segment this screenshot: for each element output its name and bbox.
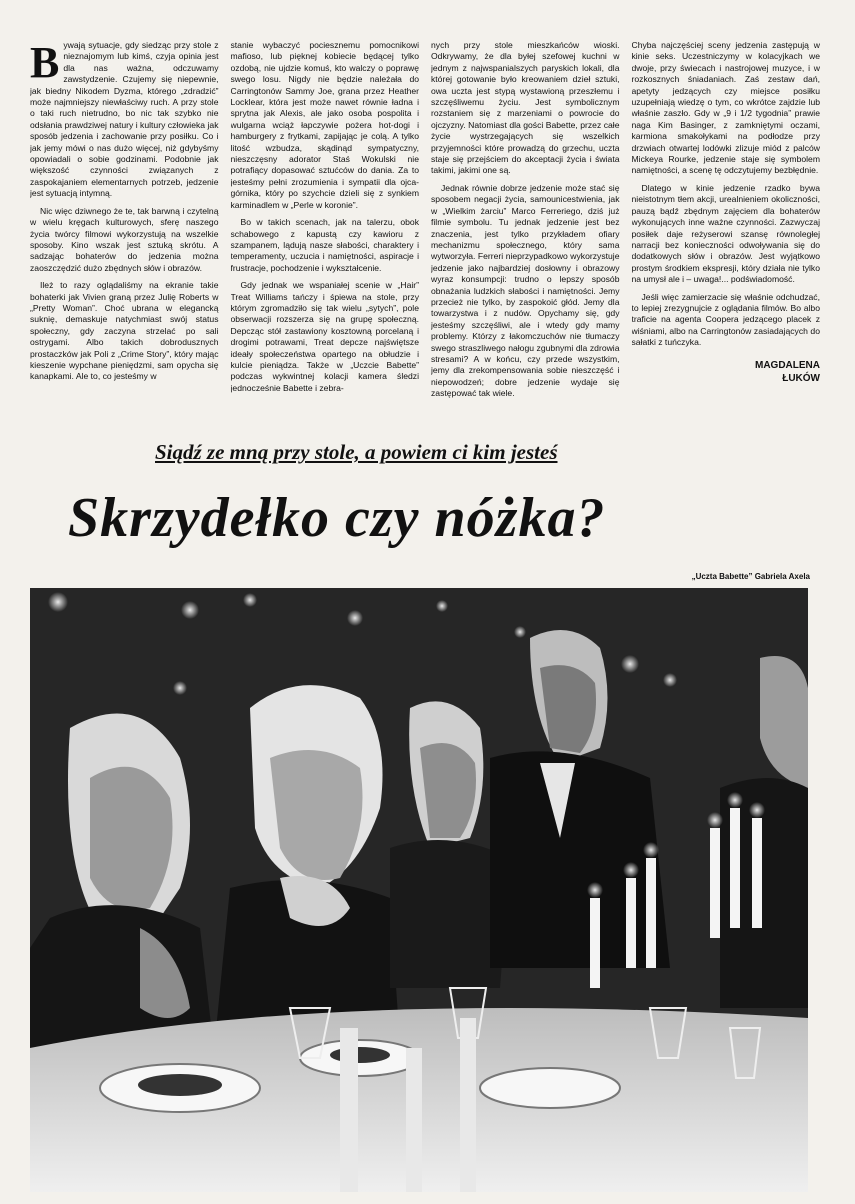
paragraph: Jeśli więc zamierzacie się właśnie odchudzać, to lepiej zrezygnujcie z oglądania filmów. Bo albo traficie na agenta Coopera jedzącego placek z wiśniami, albo na Carringtonów zasiadających do sałatki z tuńczyka. bbox=[631, 291, 820, 348]
paragraph: Dlatego w kinie jedzenie rzadko bywa nieistotnym tłem akcji, urealnieniem okoliczności, pauzą bądź zbędnym zajęciem dla bohaterów wykonujących inne ważne czynności. Zazwyczaj posiłek daje reżyserowi szansę równoległej narracji bez konieczności odwoływania się do dodatkowych słów i obrazów. Jest wyjątkowo prostym środkiem ekspresji, który działa nie tylko na umysł ale i – uwaga!... podświadomość. bbox=[631, 182, 820, 285]
article-columns bbox=[30, 40, 820, 425]
paragraph bbox=[30, 40, 219, 200]
kicker-line: Siądź ze mną przy stole, a powiem ci kim jesteś bbox=[155, 440, 558, 464]
article-column-1 bbox=[30, 40, 219, 425]
paragraph: Gdy jednak we wspaniałej scenie w „Hair” Treat Williams tańczy i śpiewa na stole, przy którym zgromadziło się tak wielu „sytych”, pole obserwacji rozszerza się na grupę społeczną. Depcząc stół zastawiony kosztowną porcelaną i drogimi potrawami, Treat depcze najświętsze ideały społeczeństwa opartego na obłudzie i kulcie pieniądza. Także w „Uczcie Babette” podczas wykwintnej kolacji kamera śledzi jednocześnie Babette i zebra- bbox=[230, 280, 419, 393]
paragraph: nych przy stole mieszkańców wioski. Odkrywamy, że dla byłej szefowej kuchni w jednym z najwspanialszych paryskich lokali, dla której gotowanie było kreowaniem dzieł sztuki, owa uczta jest stypą wystawioną przeszłemu i szczęśliwemu życiu. Jest symbolicznym rozstaniem się z marzeniami o powrocie do ojczyzny. Natomiast dla gości Babette, przez całe życie wystrzegających się wszelkich przyjemności które prowadzą do grzechu, uczta staje się przejściem do akceptacji życia i świata takimi, jakimi one są. bbox=[431, 40, 620, 176]
film-still-photo bbox=[30, 588, 808, 1192]
paragraph: stanie wybaczyć pociesznemu pomocnikowi mafioso, lub pięknej kobiecie będącej tylko ozdobą, nie ujdzie komuś, kto walczy o poprawę swego losu. Nigdy nie będzie należała do Carringtonów Sammy Joe, grana przez Heather Locklear, która jest może nawet równie ładna i sprytna jak Alexis, ale jako osoba pospolita i wulgarna wciąż łapczywie pożera hot-dogi i hamburgery z frytkami, zapijając je colą. A tylko litość wzbudza, skądinąd sympatyczny, nieszczęsny adorator Staś Wokulski nie potrafiący dopasować sztućców do dania. Za to jesteśmy pełni zrozumienia i sympatii dla ojca-górnika, który po szychcie dzieli się z synkiem karminadlem w „Perle w koronie”. bbox=[230, 40, 419, 210]
paragraph: Jednak równie dobrze jedzenie może stać się sposobem negacji życia, samounicestwienia, jak w „Wielkim żarciu” Marco Ferreriego, dziś już filmie symbolu. Tu jednak jedzenie jest bez znaczenia, jest tylko przykładem ofiary mechanizmu społecznego, który sama wytworzyła. Ferreri nieprzypadkowo wykorzystuje jedzenie jako najbardziej dosłowny i obrazowy wyraz konsumpcji: trudno o lepszy sposób obnażania ludzkich słabości i namiętności. Jemy przecież nie tylko, by zaspokoić głód. Jemy dla towarzystwa i z nudów. Opychamy się, gdy jesteśmy szczęśliwi, ale i wtedy gdy mamy problemy. Którzy z łakomczuchów nie tłumaczy swego straszliwego nałogu zgubnymi dla zdrowia stresami? A w końcu, czy przede wszystkim, jemy dla zrekompensowania sobie nieszczęść i niepowodzeń; dobre jedzenie wydaje się zastępować tak wiele. bbox=[431, 182, 620, 399]
paragraph: Bo w takich scenach, jak na talerzu, obok schabowego z kapustą czy kawioru z szampanem, lądują nasze słabości, charaktery i temperamenty, uczucia i namiętności, aspiracje i frustracje, pochodzenie i wykształcenie. bbox=[230, 217, 419, 273]
author-last-name: ŁUKÓW bbox=[782, 372, 820, 384]
paragraph: Ileż to razy oglądaliśmy na ekranie takie bohaterki jak Vivien graną przez Julię Roberts w „Pretty Woman”. Choć ubrana w elegancką suknię, demaskuje natychmiast swój status społeczny, gdy zaczyna strzelać po sali ostrygami. Albo takich dobrodusznych prostaczków jak Poli z „Crime Story”, który mając kieszenie wypchane pieniędzmi, sam opycha się kanapkami. Ale to, co jesteśmy w bbox=[30, 280, 219, 382]
author-first-name: MAGDALENA bbox=[755, 359, 820, 371]
photo-caption: „Uczta Babette” Gabriela Axela bbox=[691, 572, 810, 581]
drop-cap: B bbox=[30, 40, 60, 87]
paragraph: Nic więc dziwnego że te, tak barwną i czytelną w wielu kręgach kulturowych, sferę naszego życia twórcy filmowi wykorzystują na wszelkie sposoby. Kino wszak jest sztuką skrótu. A sadzając bohaterów do jedzenia można zaoszczędzić dużo zbędnych słów i obrazów. bbox=[30, 205, 219, 273]
article-column-4 bbox=[632, 40, 821, 425]
article-column-3 bbox=[431, 40, 620, 425]
paragraph: Chyba najczęściej sceny jedzenia zastępują w kinie seks. Uczestniczymy w kolacyjkach we dwoje, przy świecach i nastrojowej muzyce, i w rozkosznych śniadaniach. Zaś zestaw dań, apetyty jedzących czy miejsce posiłku uzupełniają wiedzę o tym, co wkrótce zajdzie lub właśnie zaszło. Gdy w „9 i 1/2 tygodnia” prawie naga Kim Basinger, z zamkniętymi oczami, karmiona smakołykami na podłodze przy drzwiach otwartej lodówki zlizuje miód z palców Mickeya Rourke, jedzenie staje się symbolem namiętności, a scenę tę odczytujemy bezbłędnie. bbox=[631, 40, 820, 176]
film-still-illustration bbox=[30, 588, 808, 1192]
paragraph-text: ywają sytuacje, gdy siedząc przy stole z nieznajomym lub kimś, czyja opinia jest dla nas ważna, odczuwamy zawstydzenie. Czujemy się niepewnie, jak biedny Nikodem Dyzma, którego „zdradzić” może najmniejszy niewłaściwy ruch. A przy stole o taki ruch nietrudno, bo nic tak szybko nie odsłania prawdziwej natury i kultury człowieka jak sposób jedzenia i zachowanie przy posiłku. Co i jak jemy mówi o nas dużo więcej, niż gdybyśmy opowiadali o sobie godzinami. Podobnie jak większość czynności związanych z zaspokajaniem elementarnych potrzeb, jedzenie jest sytuacją intymną. bbox=[30, 40, 219, 199]
headline: Skrzydełko czy nóżka? bbox=[68, 487, 606, 549]
author-signature bbox=[632, 359, 821, 385]
article-column-2 bbox=[231, 40, 420, 425]
